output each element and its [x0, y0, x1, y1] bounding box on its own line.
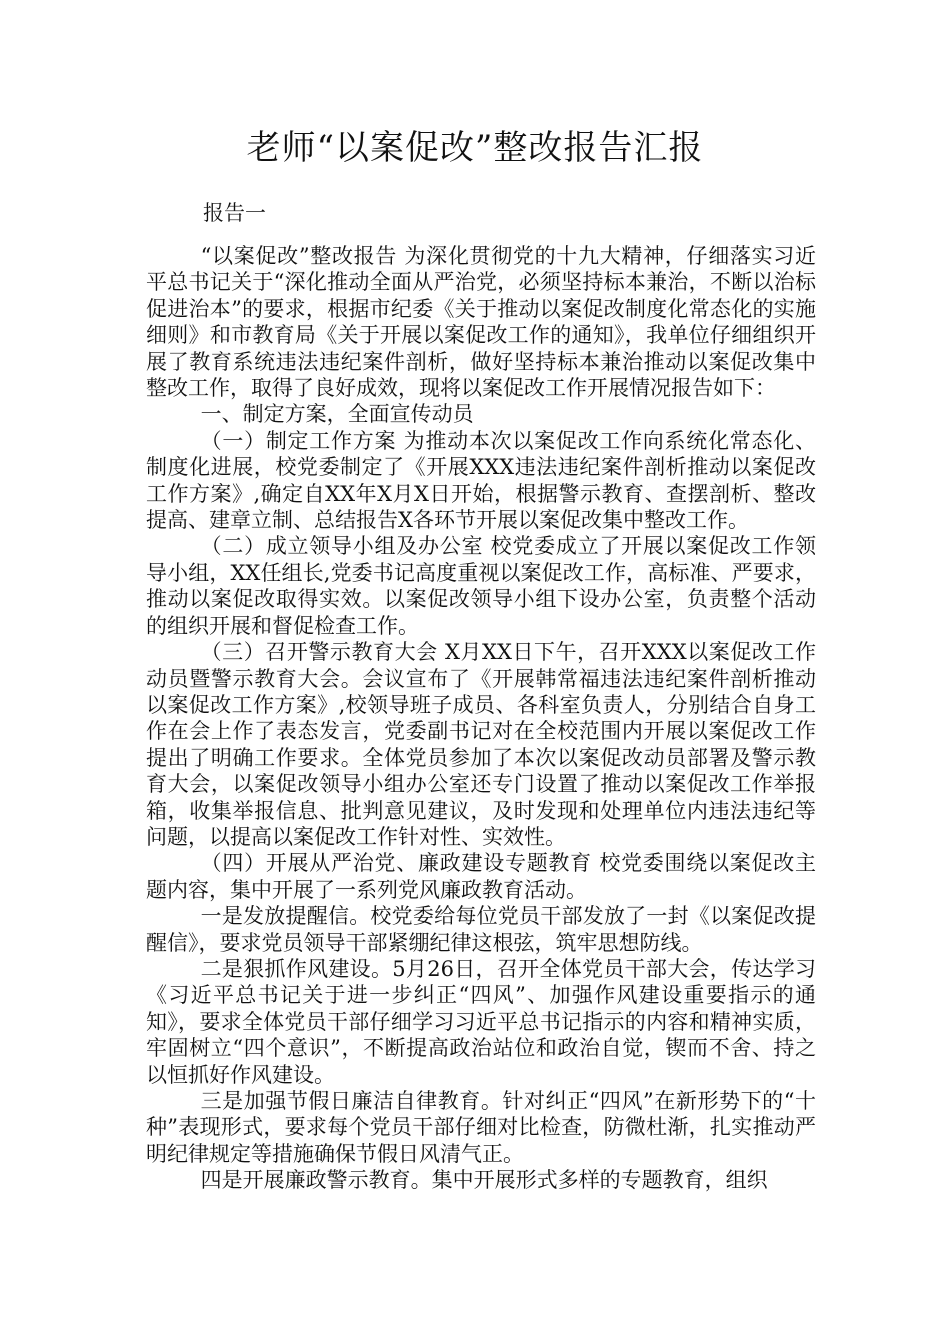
paragraph-3: （三）召开警示教育大会 X月XX日下午，召开XXX以案促改工作动员暨警示教育大会。会议宣布了《开展韩常福违法违纪案件剖析推动以案促改工作方案》,校领导班子成员、各科室负责人，分别结合自身工作在会上作了表态发言，党委副书记对在全校范围内开展以案促改工作提出了明确工作要求。全体党员参加了本次以案促改动员部署及警示教育大会，以案促改领导小组办公室还专门设置了推动以案促改工作举报箱，收集举报信息、批判意见建议，及时发现和处理单位内违法违纪等问题，以提高以案促改工作针对性、实效性。	[146, 640, 816, 849]
paragraph-4: （四）开展从严治党、廉政建设专题教育 校党委围绕以案促改主题内容，集中开展了一系列党风廉政教育活动。	[146, 851, 816, 902]
report-label: 报告一	[203, 201, 266, 225]
section-heading-1: 一、制定方案，全面宣传动员	[200, 402, 474, 427]
paragraph-item-1: 一是发放提醒信。校党委给每位党员干部发放了一封《以案促改提醒信》，要求党员领导干部紧绷纪律这根弦，筑牢思想防线。	[146, 904, 816, 955]
paragraph-2: （二）成立领导小组及办公室 校党委成立了开展以案促改工作领导小组，XX任组长,党委书记高度重视以案促改工作，高标准、严要求，推动以案促改取得实效。以案促改领导小组下设办公室，负责整个活动的组织开展和督促检查工作。	[146, 534, 816, 638]
paragraph-1: （一）制定工作方案 为推动本次以案促改工作向系统化常态化、制度化进展，校党委制定了《开展XXX违法违纪案件剖析推动以案促改工作方案》,确定自XX年X月X日开始，根据警示教育、查摆剖析、整改提高、建章立制、总结报告X各环节开展以案促改集中整改工作。	[146, 428, 816, 533]
document-title: 老师“以案促改”整改报告汇报	[246, 128, 704, 168]
paragraph-intro: “以案促改”整改报告 为深化贯彻党的十九大精神，仔细落实习近平总书记关于“深化推动全面从严治党，必须坚持标本兼治，不断以治标促进治本”的要求，根据市纪委《关于推动以案促改制度化常态化的实施细则》和市教育局《关于开展以案促改工作的通知》，我单位仔细组织开展了教育系统违法违纪案件剖析，做好坚持标本兼治推动以案促改集中整改工作，取得了良好成效，现将以案促改工作开展情况报告如下：	[146, 244, 816, 401]
paragraph-item-3: 三是加强节假日廉洁自律教育。针对纠正“四风”在新形势下的“十种”表现形式，要求每个党员干部仔细对比检查，防微杜渐，扎实推动严明纪律规定等措施确保节假日风清气正。	[146, 1089, 816, 1166]
paragraph-item-4: 四是开展廉政警示教育。集中开展形式多样的专题教育，组织	[200, 1168, 768, 1193]
document-body	[146, 243, 816, 1194]
paragraph-item-2: 二是狠抓作风建设。5月26日，召开全体党员干部大会，传达学习《习近平总书记关于进一步纠正“四风”、加强作风建设重要指示的通知》，要求全体党员干部仔细学习习近平总书记指示的内容和精神实质，牢固树立“四个意识”，不断提高政治站位和政治自觉，锲而不舍、持之以恒抓好作风建设。	[146, 956, 816, 1087]
